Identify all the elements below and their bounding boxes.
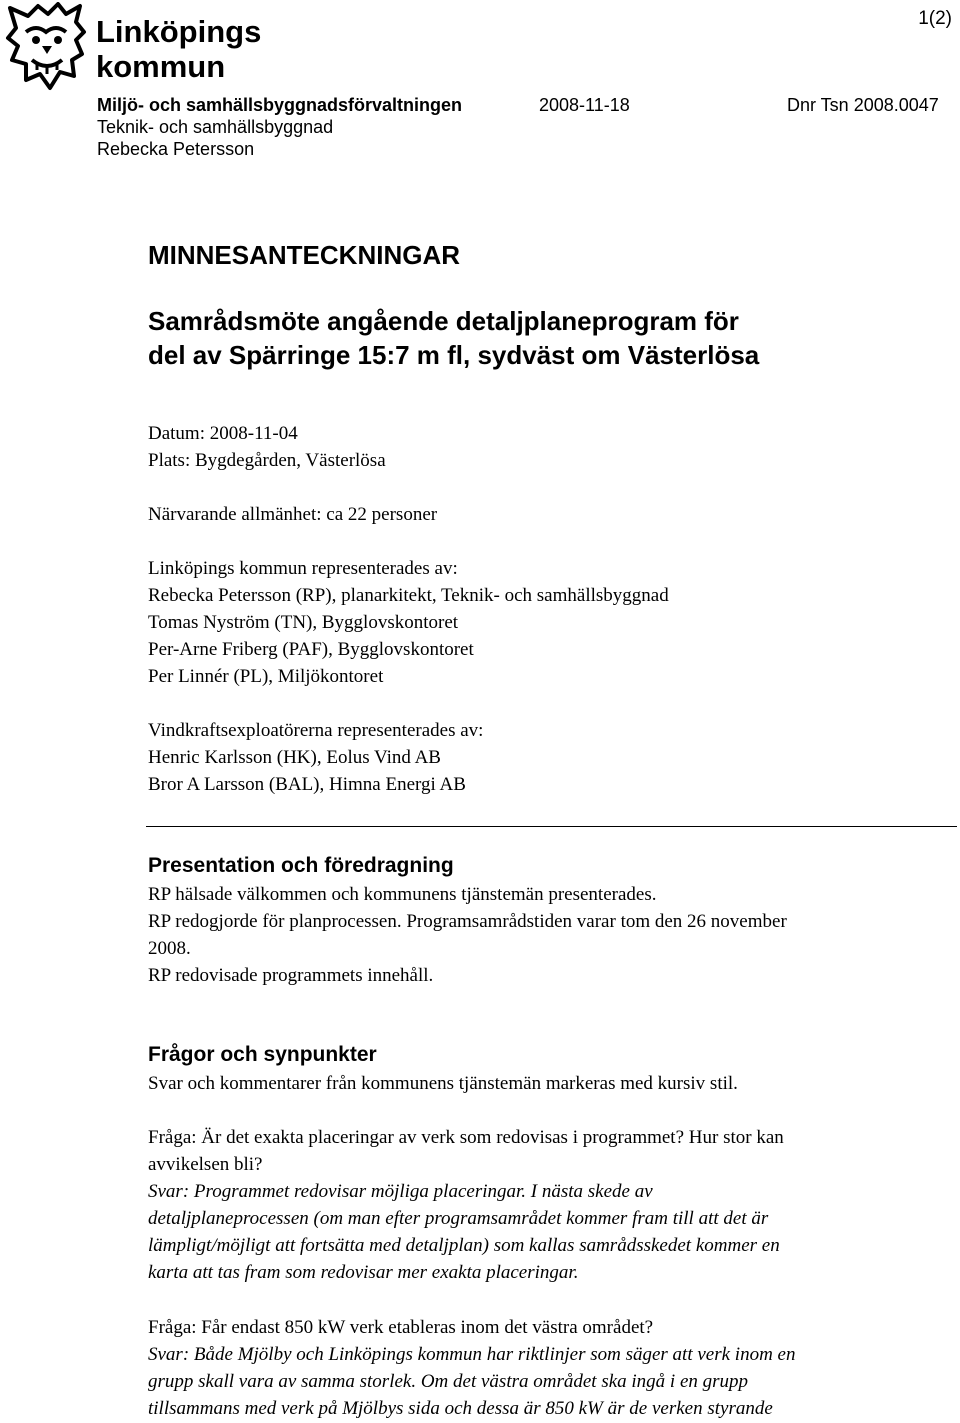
- diary-number: Dnr Tsn 2008.0047: [787, 95, 939, 115]
- answer-1: [148, 1178, 780, 1286]
- questions-intro: Svar och kommentarer från kommunens tjänstemän markeras med kursiv stil.: [148, 1073, 738, 1094]
- page-number: 1(2): [918, 8, 952, 29]
- paragraph-line: Fråga: Får endast 850 kW verk etableras inom det västra området?: [148, 1317, 654, 1338]
- paragraph-line: tillsammans med verk på Mjölbys sida och dessa är 850 kW är de verken styrande: [148, 1398, 773, 1419]
- section-lead: Vindkraftsexploatörerna representerades av:: [148, 720, 484, 741]
- subtitle-line: del av Spärringe 15:7 m fl, sydväst om Västerlösa: [148, 340, 760, 370]
- organization-name-line2: kommun: [96, 49, 226, 84]
- paragraph-line: RP hälsade välkommen och kommunens tjänstemän presenterades.: [148, 884, 657, 905]
- paragraph-line: RP redovisade programmets innehåll.: [148, 965, 434, 986]
- paragraph-line: 2008.: [148, 938, 191, 959]
- presentation-heading: Presentation och föredragning: [148, 854, 454, 877]
- paragraph-line: avvikelsen bli?: [148, 1154, 263, 1175]
- question-1: [148, 1124, 784, 1178]
- paragraph-line: RP redogjorde för planprocessen. Programsamrådstiden varar tom den 26 november: [148, 911, 787, 932]
- meeting-date: Datum: 2008-11-04: [148, 423, 298, 444]
- document-subtitle: [148, 304, 759, 372]
- paragraph-line: grupp skall vara av samma storlek. Om det västra området ska ingå i en grupp: [148, 1371, 749, 1392]
- meeting-place: Plats: Bygdegården, Västerlösa: [148, 450, 386, 471]
- subtitle-line: Samrådsmöte angående detaljplaneprogram för: [148, 306, 739, 336]
- linkoping-lion-logo: [4, 2, 88, 94]
- paragraph-line: karta att tas fram som redovisar mer exakta placeringar.: [148, 1262, 579, 1283]
- answer-2: [148, 1341, 795, 1422]
- question-2: [148, 1314, 653, 1341]
- author-name: Rebecka Petersson: [97, 139, 255, 159]
- paragraph-line: Svar: Både Mjölby och Linköpings kommun har riktlinjer som säger att verk inom en: [148, 1344, 796, 1365]
- paragraph-line: Fråga: Är det exakta placeringar av verk som redovisas i programmet? Hur stor kan: [148, 1127, 784, 1148]
- document-title: MINNESANTECKNINGAR: [148, 240, 460, 270]
- document-date: 2008-11-18: [539, 95, 630, 115]
- horizontal-divider: [146, 826, 957, 827]
- list-item: Per Linnér (PL), Miljökontoret: [148, 666, 384, 687]
- list-item: Henric Karlsson (HK), Eolus Vind AB: [148, 747, 441, 768]
- organization-name: [96, 14, 261, 84]
- paragraph-line: detaljplaneprocessen (om man efter programsamrådet kommer fram till att det är: [148, 1208, 769, 1229]
- organization-name-line1: Linköpings: [96, 14, 262, 49]
- kommun-representatives: [148, 555, 669, 690]
- presentation-text: [148, 881, 787, 989]
- questions-heading: Frågor och synpunkter: [148, 1043, 377, 1066]
- list-item: Tomas Nyström (TN), Bygglovskontoret: [148, 612, 459, 633]
- list-item: Per-Arne Friberg (PAF), Bygglovskontoret: [148, 639, 474, 660]
- attendance-public: Närvarande allmänhet: ca 22 personer: [148, 504, 438, 525]
- department-name: Miljö- och samhällsbyggnadsförvaltningen: [97, 95, 463, 115]
- paragraph-line: Svar: Programmet redovisar möjliga placeringar. I nästa skede av: [148, 1181, 653, 1202]
- paragraph-line: lämpligt/möjligt att fortsätta med detaljplan) som kallas samrådsskedet kommer en: [148, 1235, 780, 1256]
- wind-representatives: [148, 717, 483, 798]
- unit-name: Teknik- och samhällsbyggnad: [97, 117, 334, 137]
- list-item: Rebecka Petersson (RP), planarkitekt, Teknik- och samhällsbyggnad: [148, 585, 669, 606]
- list-item: Bror A Larsson (BAL), Himna Energi AB: [148, 774, 466, 795]
- section-lead: Linköpings kommun representerades av:: [148, 558, 458, 579]
